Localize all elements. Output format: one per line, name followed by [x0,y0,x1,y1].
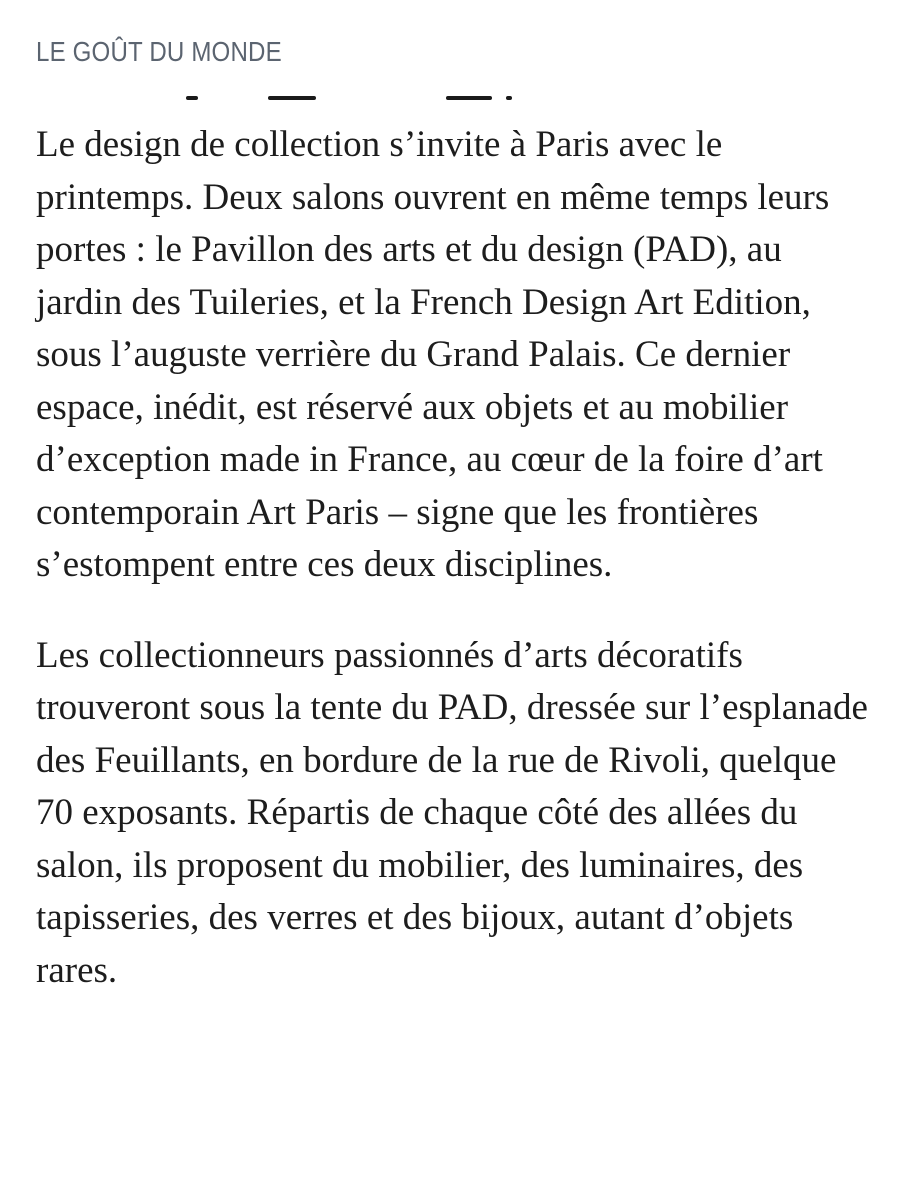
clipped-heading-remnant [36,84,864,102]
glyph-fragment [506,96,512,100]
article-paragraph: Le design de collection s’invite à Paris avec le printemps. Deux salons ouvrent en même temps leurs portes : le Pavillon des arts et du design (PAD), au jardin des Tuileries, et la French Design Art Edition, sous l’auguste verrière du Grand Palais. Ce dernier espace, inédit, est réservé aux objets et au mobilier d’exception made in France, au cœur de la foire d’art contemporain Art Paris – signe que les frontières s’estompent entre ces deux disciplines. [36,124,830,585]
glyph-fragment [186,96,198,100]
article-paragraph: Les collectionneurs passionnés d’arts décoratifs trouveront sous la tente du PAD, dressée sur l’esplanade des Feuillants, en bordure de la rue de Rivoli, quelque 70 exposants. Répartis de chaque côté des allées du salon, ils proposent du mobilier, des luminaires, des tapisseries, des verres et des bijoux, autant d’objets rares. [36,634,868,991]
glyph-fragment [268,96,316,100]
section-label[interactable]: LE GOÛT DU MONDE [36,36,282,67]
article-body [36,119,868,997]
glyph-fragment [446,96,492,100]
